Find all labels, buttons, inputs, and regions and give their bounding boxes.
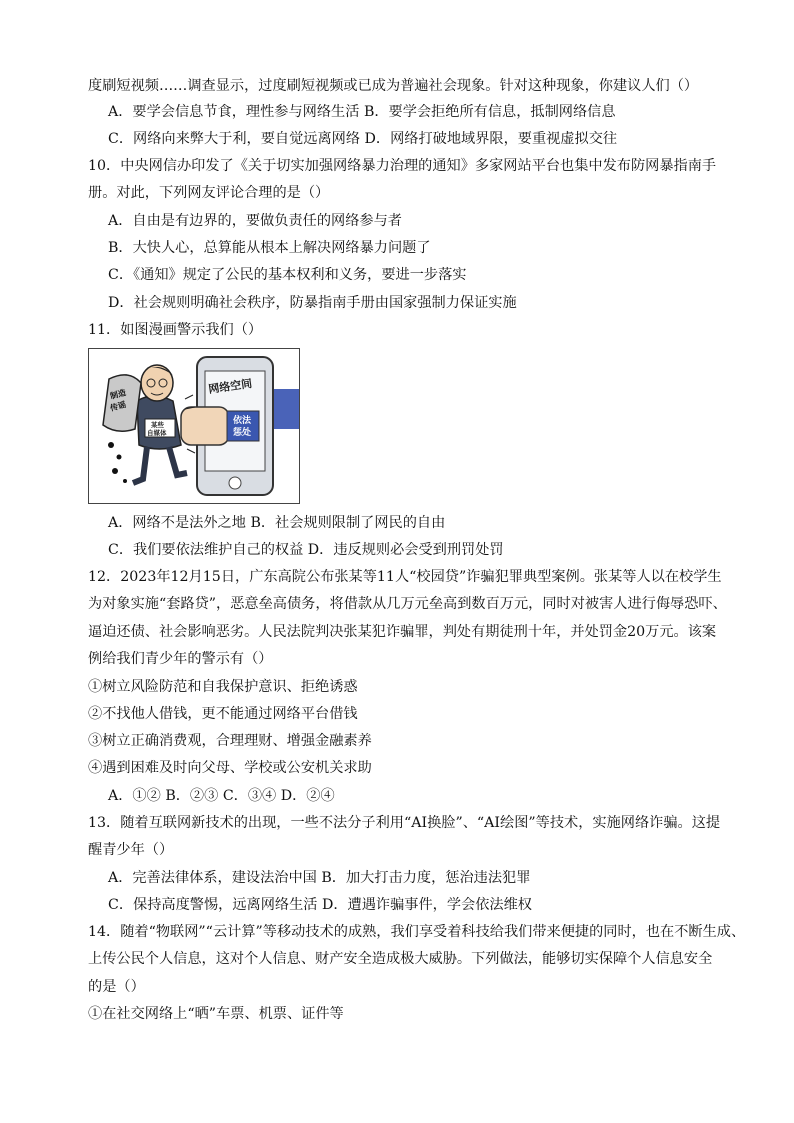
cartoon-image [88,348,300,504]
question-13-stem-2: 醒青少年（） [88,842,174,858]
question-12-stem-2: 为对象实施“套路贷”，恶意垒高债务，将借款从几万元垒高到数百万元，同时对被害人进行侮辱恐吓、 [88,596,727,612]
question-11-stem: 11．如图漫画警示我们（） [88,322,263,338]
fist-label-1: 依法 [233,416,252,426]
question-14-stem-2: 上传公民个人信息，这对个人信息、财产安全造成极大威胁。下列做法，能够切实保障个人信息安全 [88,951,713,967]
question-14-stem: 14．随着“物联网”“云计算”等移动技术的成熟，我们享受着科技给我们带来便捷的同时，也在不断生成、 [88,924,746,940]
fist-label-2: 惩处 [233,428,252,438]
q12-options: A．①② B．②③ C．③④ D．②④ [108,788,335,804]
q13-options-cd: C．保持高度警惕，远离网络生活 D．遭遇诈骗事件，学会依法维权 [108,897,532,913]
question-13-stem: 13．随着互联网新技术的出现，一些不法分子利用“AI换脸”、“AI绘图”等技术，实施网络诈骗。这提 [88,815,721,831]
q14-statement-1: ①在社交网络上“晒”车票、机票、证件等 [88,1006,344,1022]
bag-label-2: 传谣 [109,400,127,413]
badge-label-2: 自媒体 [147,429,167,437]
badge-label-1: 某些 [151,421,164,429]
question-9-stem-end: 度刷短视频……调查显示，过度刷短视频或已成为普遍社会现象。针对这种现象，你建议人们（） [88,78,699,94]
q10-option-c: C．《通知》规定了公民的基本权利和义务，要进一步落实 [108,267,467,283]
q9-options-ab: A．要学会信息节食，理性参与网络生活 B．要学会拒绝所有信息，抵制网络信息 [108,104,616,120]
q11-options-ab: A．网络不是法外之地 B．社会规则限制了网民的自由 [108,515,446,531]
question-14-stem-3: 的是（） [88,979,145,995]
q12-statement-1: ①树立风险防范和自我保护意识、拒绝诱惑 [88,679,358,695]
bag-label-1: 制造 [109,388,127,401]
question-12-stem: 12．2023年12月15日，广东高院公布张某等11人“校园贷”诈骗犯罪典型案例。张某等人以在校学生 [88,569,722,585]
question-12-stem-4: 例给我们青少年的警示有（） [88,651,273,667]
q9-options-cd: C．网络向来弊大于利，要自觉远离网络 D．网络打破地域界限，要重视虚拟交往 [108,131,618,147]
q10-option-d: D．社会规则明确社会秩序，防暴指南手册由国家强制力保证实施 [108,295,517,311]
q11-options-cd: C．我们要依法维护自己的权益 D．违反规则必会受到刑罚处罚 [108,542,504,558]
q12-statement-3: ③树立正确消费观，合理理财、增强金融素养 [88,733,372,749]
q13-options-ab: A．完善法律体系，建设法治中国 B．加大打击力度，惩治违法犯罪 [108,870,531,886]
question-10-stem: 10．中央网信办印发了《关于切实加强网络暴力治理的通知》多家网站平台也集中发布防网暴指南手 [88,158,717,174]
question-12-stem-3: 逼迫还债、社会影响恶劣。人民法院判决张某犯诈骗罪，判处有期徒刑十年，并处罚金20万元。该案 [88,624,717,640]
q10-option-b: B．大快人心，总算能从根本上解决网络暴力问题了 [108,240,431,256]
q12-statement-4: ④遇到困难及时向父母、学校或公安机关求助 [88,760,372,776]
q12-statement-2: ②不找他人借钱，更不能通过网络平台借钱 [88,706,358,722]
q10-option-a: A．自由是有边界的，要做负责任的网络参与者 [108,213,402,229]
question-10-stem-2: 册。对此，下列网友评论合理的是（） [88,185,330,201]
screen-label: 网络空间 [207,376,253,396]
